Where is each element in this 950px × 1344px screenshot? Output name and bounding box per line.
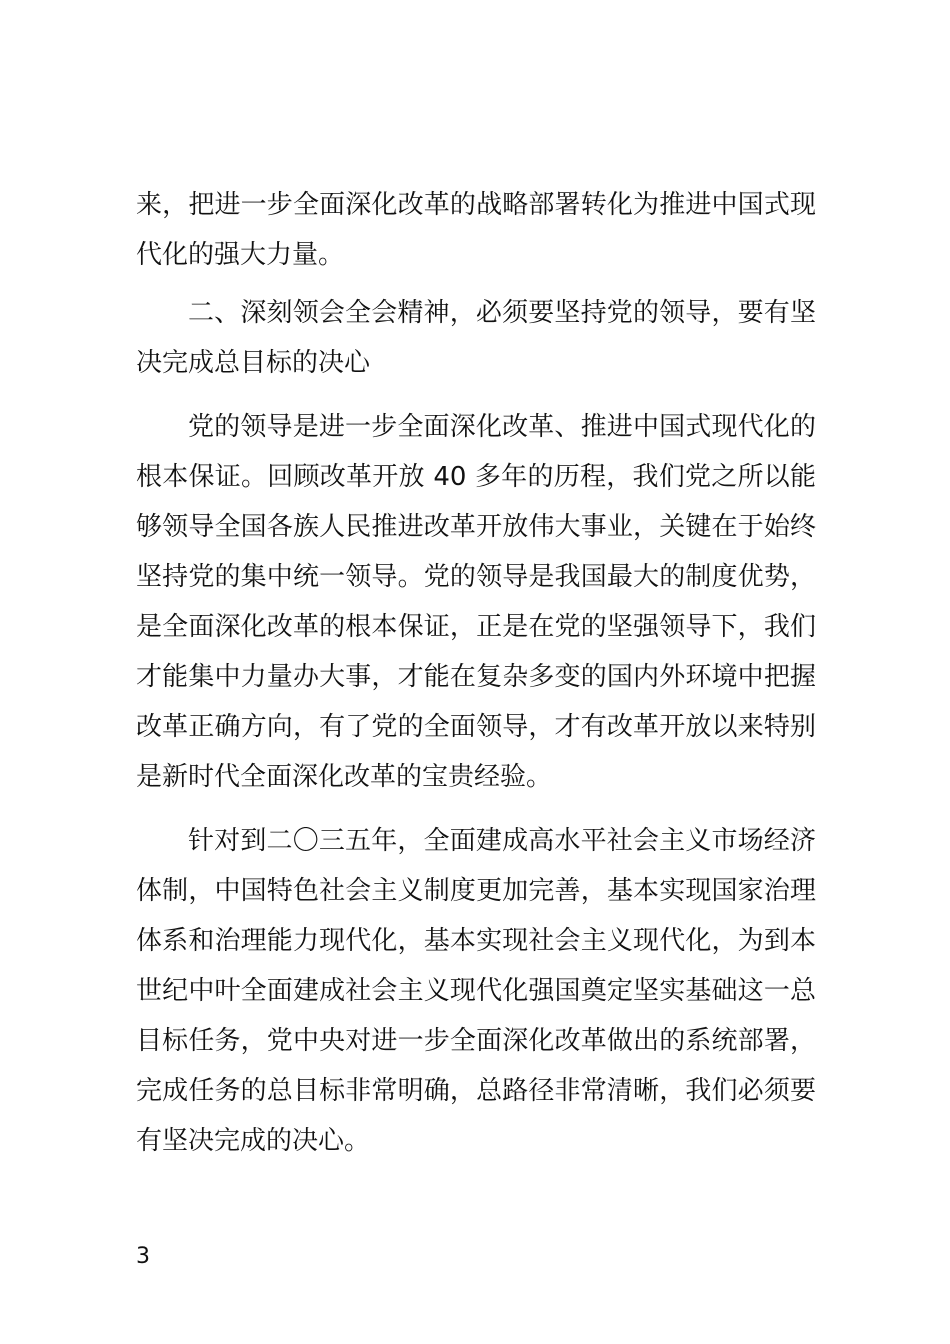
paragraph-continuation: 来，把进一步全面深化改革的战略部署转化为推进中国式现代化的强大力量。 bbox=[136, 190, 816, 270]
section-heading: 二、深刻领会全会精神，必须要坚持党的领导，要有坚决完成总目标的决心 bbox=[136, 298, 816, 378]
paragraph-overall-goal: 针对到二〇三五年，全面建成高水平社会主义市场经济体制，中国特色社会主义制度更加完善，基本实现国家治理体系和治理能力现代化，基本实现社会主义现代化，为到本世纪中叶全面建成社会主义现代化强国奠定坚实基础这一总目标任务，党中央对进一步全面深化改革做出的系统部署，完成任务的总目标非常明确，总路径非常清晰，我们必须要有坚决完成的决心。 bbox=[136, 826, 816, 1156]
document-body bbox=[136, 180, 816, 1180]
page-number: 3 bbox=[136, 1244, 150, 1269]
paragraph-party-leadership: 党的领导是进一步全面深化改革、推进中国式现代化的根本保证。回顾改革开放 40 多年的历程，我们党之所以能够领导全国各族人民推进改革开放伟大事业，关键在于始终坚持党的集中统一领导。党的领导是我国最大的制度优势，是全面深化改革的根本保证，正是在党的坚强领导下，我们才能集中力量办大事，才能在复杂多变的国内外环境中把握改革正确方向，有了党的全面领导，才有改革开放以来特别是新时代全面深化改革的宝贵经验。 bbox=[136, 412, 816, 792]
